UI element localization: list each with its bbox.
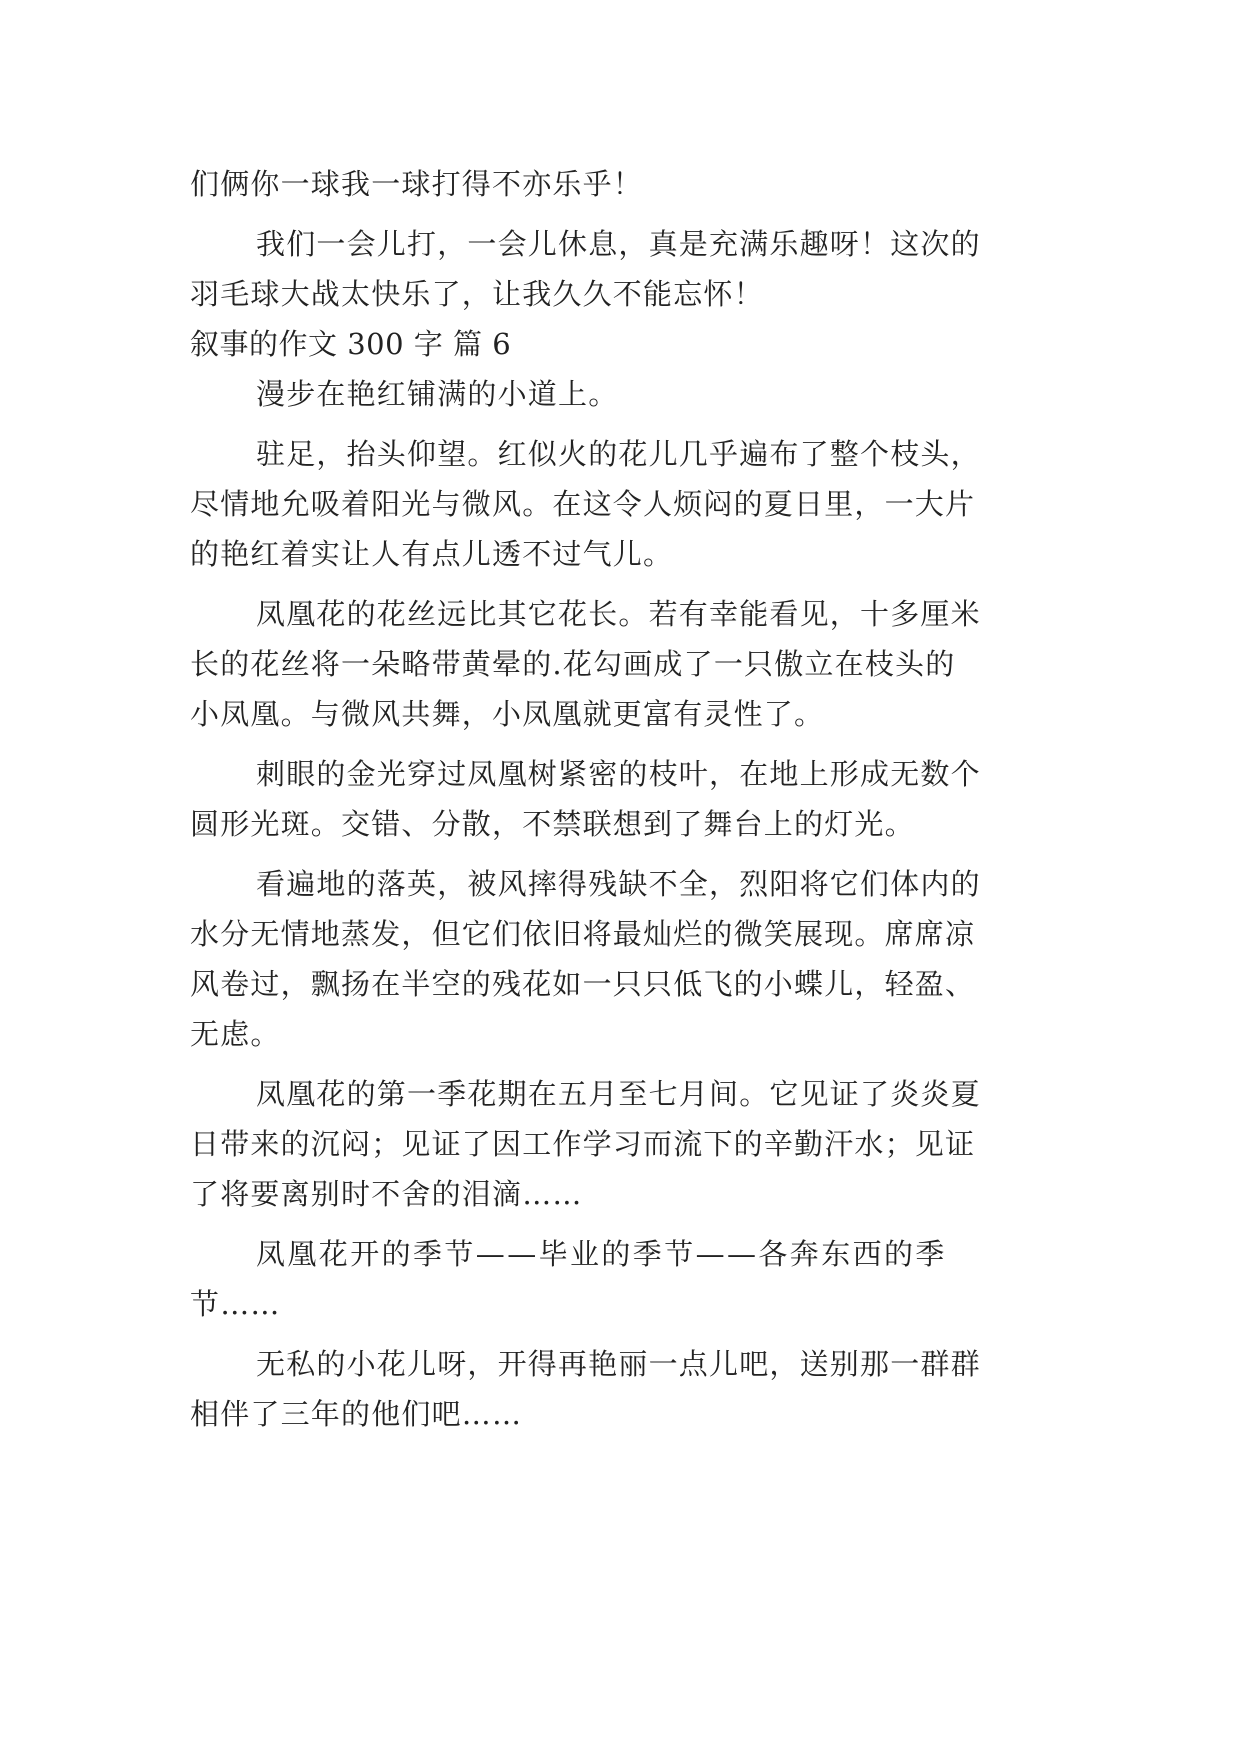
paragraph-line: 风卷过，飘扬在半空的残花如一只只低飞的小蝶儿，轻盈、 — [190, 967, 976, 1001]
paragraph-line: 的艳红着实让人有点儿透不过气儿。 — [190, 537, 674, 571]
paragraph-line: 无虑。 — [190, 1017, 281, 1051]
section-heading: 叙事的作文 300 字 篇 6 — [190, 327, 512, 361]
paragraph-line: 了将要离别时不舍的泪滴…… — [190, 1177, 583, 1211]
paragraph-line: 圆形光斑。交错、分散，不禁联想到了舞台上的灯光。 — [190, 807, 915, 841]
paragraph-line: 看遍地的落英，被风摔得残缺不全，烈阳将它们体内的 — [256, 867, 981, 901]
paragraph-line: 节…… — [190, 1287, 281, 1321]
paragraph-line: 凤凰花开的季节——毕业的季节——各奔东西的季 — [256, 1237, 947, 1271]
paragraph-line: 水分无情地蒸发，但它们依旧将最灿烂的微笑展现。席席凉 — [190, 917, 976, 951]
paragraph-line: 刺眼的金光穿过凤凰树紧密的枝叶，在地上形成无数个 — [256, 757, 981, 791]
paragraph-line: 驻足，抬头仰望。红似火的花儿几乎遍布了整个枝头， — [256, 437, 981, 471]
paragraph-line: 们俩你一球我一球打得不亦乐乎！ — [190, 167, 644, 201]
paragraph-line: 小凤凰。与微风共舞，小凤凰就更富有灵性了。 — [190, 697, 825, 731]
paragraph-line: 羽毛球大战太快乐了，让我久久不能忘怀！ — [190, 277, 764, 311]
paragraph-line: 无私的小花儿呀，开得再艳丽一点儿吧，送别那一群群 — [256, 1347, 981, 1381]
paragraph-line: 日带来的沉闷；见证了因工作学习而流下的辛勤汗水；见证 — [190, 1127, 976, 1161]
paragraph-line: 相伴了三年的他们吧…… — [190, 1397, 523, 1431]
paragraph-line: 我们一会儿打，一会儿休息，真是充满乐趣呀！这次的 — [256, 227, 981, 261]
paragraph-line: 长的花丝将一朵略带黄晕的.花勾画成了一只傲立在枝头的 — [190, 647, 956, 681]
paragraph-line: 漫步在艳红铺满的小道上。 — [256, 377, 619, 411]
paragraph-line: 凤凰花的花丝远比其它花长。若有幸能看见，十多厘米 — [256, 597, 981, 631]
paragraph-line: 尽情地允吸着阳光与微风。在这令人烦闷的夏日里，一大片 — [190, 487, 976, 521]
paragraph-line: 凤凰花的第一季花期在五月至七月间。它见证了炎炎夏 — [256, 1077, 981, 1111]
